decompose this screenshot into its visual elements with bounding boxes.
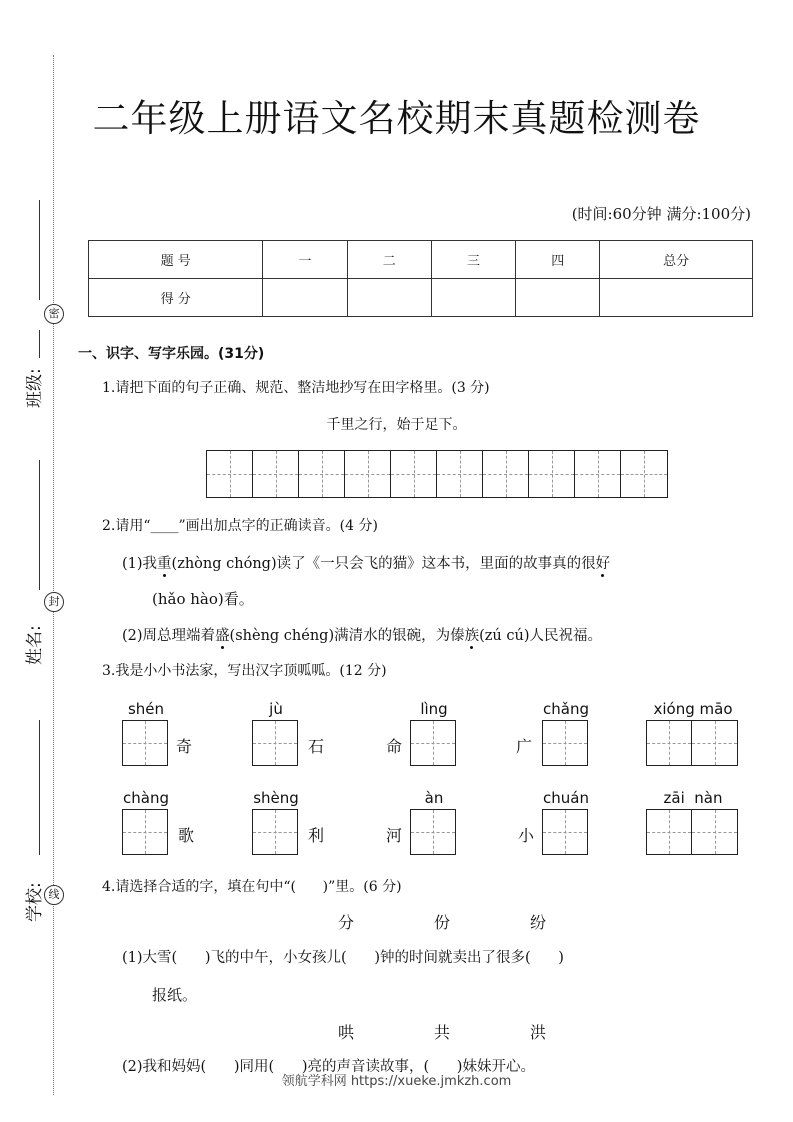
write-box[interactable] [252, 809, 298, 855]
question-4: 4.请选择合适的字，填在句中“( )”里。(6 分) [102, 879, 402, 895]
seal-mi: 密 [44, 304, 64, 324]
pinyin-label: chàng [123, 789, 169, 807]
given-char: 奇 [176, 737, 193, 756]
choice-char: 分 [338, 913, 355, 932]
question-2: 2.请用“____”画出加点字的正确读音。(4 分) [102, 518, 378, 534]
q2-text: (shèng chéng)满清水的银碗，为傣 [229, 628, 465, 644]
pinyin-label: jù [269, 700, 283, 718]
write-box-group[interactable] [410, 720, 456, 766]
section-heading: 一、识字、写字乐园。(31分) [78, 346, 265, 362]
seal-xian: 线 [44, 885, 64, 905]
q2-text: (1)我 [122, 556, 158, 572]
footer-watermark: 领航学科网 https://xueke.jmkzh.com [281, 1074, 512, 1089]
copy-sentence: 千里之行，始于足下。 [326, 417, 467, 433]
tianzige-cell[interactable] [575, 451, 621, 497]
q2-part1-line1 [122, 552, 610, 573]
tianzige-cell[interactable] [299, 451, 345, 497]
margin-rule [39, 460, 40, 590]
margin-rule [39, 720, 40, 855]
binding-dotted-line [53, 55, 54, 1095]
score-header-cell: 总分 [600, 241, 753, 279]
pinyin-label: shén [127, 700, 165, 718]
write-box-group[interactable] [252, 720, 298, 766]
tianzige-cell[interactable] [483, 451, 529, 497]
name-label: 姓名: [25, 625, 45, 665]
tianzige-cell[interactable] [345, 451, 391, 497]
write-box[interactable] [542, 809, 588, 855]
write-box[interactable] [542, 720, 588, 766]
write-box[interactable] [252, 720, 298, 766]
write-box-group[interactable] [122, 809, 168, 855]
score-table [88, 240, 753, 317]
given-char: 利 [308, 826, 325, 845]
write-box[interactable] [692, 809, 738, 855]
q4-sentence-1-cont: 报纸。 [152, 986, 198, 1004]
score-cell[interactable] [431, 279, 515, 317]
tianzige-cell[interactable] [207, 451, 253, 497]
write-box-group[interactable] [646, 809, 738, 855]
write-box[interactable] [646, 720, 692, 766]
write-box[interactable] [410, 720, 456, 766]
pinyin-label: shèng [253, 789, 299, 807]
write-box[interactable] [692, 720, 738, 766]
score-header-cell: 一 [263, 241, 347, 279]
given-char: 石 [308, 737, 325, 756]
score-header-cell: 三 [431, 241, 515, 279]
choice-char: 纷 [530, 913, 547, 932]
given-char: 小 [518, 826, 535, 845]
write-box[interactable] [410, 809, 456, 855]
write-box[interactable] [122, 809, 168, 855]
write-box-group[interactable] [410, 809, 456, 855]
score-row-label: 得 分 [89, 279, 263, 317]
q4-sentence-1: (1)大雪( )飞的中午，小女孩儿( )钟的时间就卖出了很多( ) [122, 950, 564, 966]
page-title: 二年级上册语文名校期末真题检测卷 [92, 97, 701, 140]
write-box[interactable] [122, 720, 168, 766]
margin-rule [39, 200, 40, 300]
score-header-cell: 四 [516, 241, 600, 279]
write-box-group[interactable] [646, 720, 738, 766]
choice-char: 份 [434, 913, 451, 932]
given-char: 河 [386, 826, 403, 845]
dotted-char: 好 [595, 556, 611, 572]
dotted-char: 族 [464, 628, 480, 644]
dotted-char: 重 [157, 556, 172, 572]
given-char: 命 [386, 737, 403, 756]
margin-rule [39, 330, 40, 358]
score-cell[interactable] [347, 279, 431, 317]
tianzige-cell[interactable] [253, 451, 299, 497]
pinyin-label: àn [424, 789, 444, 807]
pinyin-label: zāi nàn [663, 789, 723, 807]
q2-part1-line2: (hǎo hào)看。 [152, 590, 254, 608]
seal-feng: 封 [44, 592, 64, 612]
given-char: 广 [516, 737, 533, 756]
score-header-cell: 题 号 [89, 241, 263, 279]
dotted-char: 盛 [215, 628, 230, 644]
pinyin-label: chǎng [543, 700, 589, 718]
write-box-group[interactable] [252, 809, 298, 855]
pinyin-label: chuán [543, 789, 589, 807]
class-label: 班级: [25, 368, 45, 408]
q2-text: (zú cú)人民祝福。 [479, 628, 602, 644]
q2-text: (zhòng chóng)读了《一只会飞的猫》这本书，里面的故事真的很 [171, 556, 596, 572]
score-cell[interactable] [263, 279, 347, 317]
q2-part2 [122, 624, 602, 645]
write-box-group[interactable] [542, 809, 588, 855]
score-cell[interactable] [516, 279, 600, 317]
score-cell[interactable] [600, 279, 753, 317]
question-3: 3.我是小小书法家，写出汉字顶呱呱。(12 分) [102, 663, 387, 679]
school-label: 学校: [25, 882, 45, 922]
time-info: (时间:60分钟 满分:100分) [571, 205, 751, 223]
q2-text: (2)周总理端着 [122, 628, 216, 644]
choice-char: 哄 [338, 1023, 355, 1042]
write-box-group[interactable] [122, 720, 168, 766]
choice-char: 共 [434, 1023, 451, 1042]
question-1: 1.请把下面的句子正确、规范、整洁地抄写在田字格里。(3 分) [102, 380, 490, 396]
given-char: 歌 [178, 826, 195, 845]
write-box-group[interactable] [542, 720, 588, 766]
choice-char: 洪 [530, 1023, 547, 1042]
score-header-cell: 二 [347, 241, 431, 279]
pinyin-label: xióng māo [653, 700, 733, 718]
tianzige-cell[interactable] [437, 451, 483, 497]
pinyin-label: lìng [420, 700, 448, 718]
tianzige-row[interactable] [206, 450, 668, 498]
q4-sentence-2: (2)我和妈妈( )同用( )亮的声音读故事，( )妹妹开心。 [122, 1059, 535, 1075]
tianzige-cell[interactable] [529, 451, 575, 497]
tianzige-cell[interactable] [391, 451, 437, 497]
tianzige-cell[interactable] [621, 451, 667, 497]
write-box[interactable] [646, 809, 692, 855]
